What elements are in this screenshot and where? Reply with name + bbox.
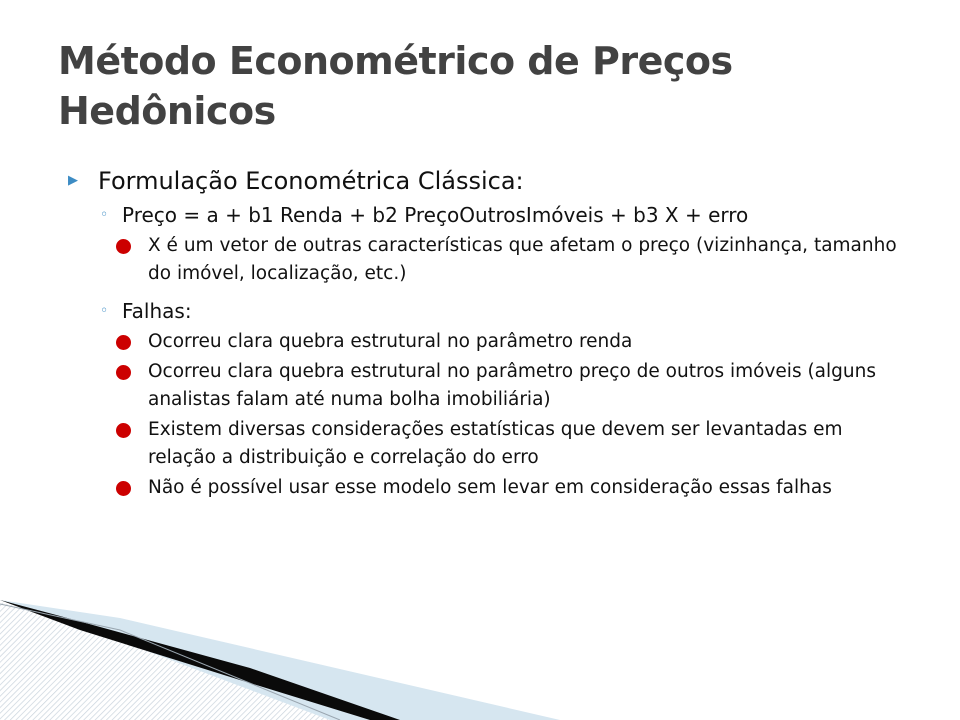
- bullet-level3: [116, 232, 906, 288]
- bullet-level3: [116, 328, 906, 356]
- triangle-bullet-icon: ▶: [68, 173, 78, 188]
- bullet-text: Formulação Econométrica Clássica:: [98, 167, 524, 195]
- red-dot-bullet-icon: [116, 328, 148, 350]
- bullet-level2: [100, 200, 906, 230]
- bullet-level1: [66, 164, 906, 198]
- decorative-corner-swoosh: [0, 560, 960, 720]
- slide-title: Método Econométrico de Preços Hedônicos: [58, 39, 733, 133]
- bullet-text: Existem diversas considerações estatísticas que devem ser levantadas em relação a distribuição e correlação do erro: [148, 419, 843, 468]
- red-dot-bullet-icon: [116, 474, 148, 496]
- red-dot-bullet-icon: [116, 416, 148, 438]
- bullet-level3: [116, 358, 906, 414]
- bullet-level2: [100, 296, 906, 326]
- circle-outline-bullet-icon: ◦: [100, 207, 109, 223]
- bullet-text: Ocorreu clara quebra estrutural no parâmetro renda: [148, 331, 633, 352]
- slide-body: [66, 164, 906, 504]
- bullet-level3: [116, 474, 906, 502]
- bullet-text: Falhas:: [122, 299, 192, 323]
- bullet-text: Não é possível usar esse modelo sem levar em consideração essas falhas: [148, 477, 832, 498]
- bullet-text: X é um vetor de outras características que afetam o preço (vizinhança, tamanho do imóvel, localização, etc.): [148, 235, 897, 284]
- bullet-text: Ocorreu clara quebra estrutural no parâmetro preço de outros imóveis (alguns analistas falam até numa bolha imobiliária): [148, 361, 876, 410]
- red-dot-bullet-icon: [116, 358, 148, 380]
- red-dot-bullet-icon: [116, 232, 148, 254]
- bullet-level3: [116, 416, 906, 472]
- bullet-text: Preço = a + b1 Renda + b2 PreçoOutrosImóveis + b3 X + erro: [122, 203, 749, 227]
- circle-outline-bullet-icon: ◦: [100, 303, 109, 319]
